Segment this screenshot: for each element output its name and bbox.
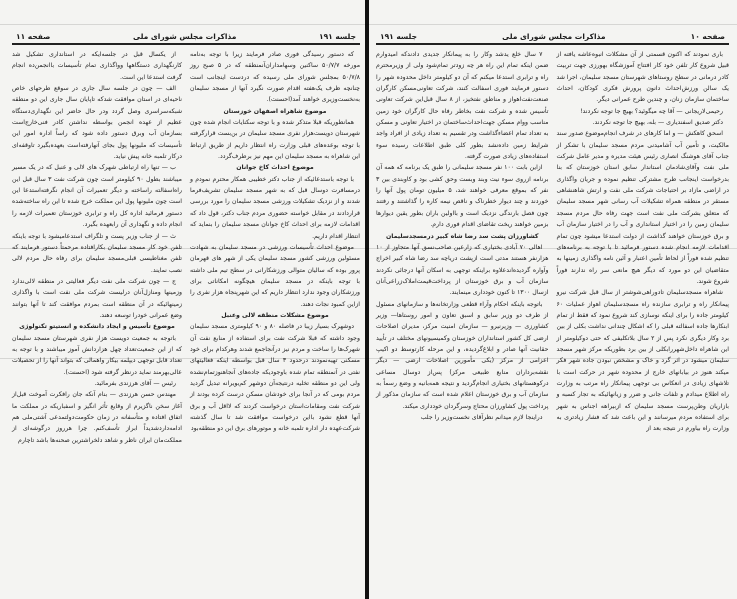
- session-number: جلسه ۱۹۱: [319, 32, 356, 41]
- section-heading: موضوع تأسیس و ایجاد دانشکده و انستیتو تکنولوژی: [19, 323, 175, 331]
- speaker-paragraph: مهندس حسن هرزندی — بنام آنکه جان رافکرت آموخت قبل‌از آغاز سخن ناگزیرم از وقایع تأثر انگیز و اسفباریکه در مملکت ما اتفاق افتاده و متأسفانه در زمان حکومت‌دولتمدعی آشتی‌ملی هم ادامه‌داردشدیداً ابراز تأسف‌کنم. چرا هرروز درگوشه‌ای از مملکت‌مان ایران ناظر و شاهد دلخراشترین صحنه‌ها باشد تاچارم: [12, 391, 182, 444]
- page-number: صفحه ۱۰: [690, 32, 725, 41]
- body-paragraph: دوشهرک بسیار زیبا در فاصله ۸۰ و ۹۰ کیلومتری مسجد سلیمان وجود داشته که قبلا شرکت نفت برای استفاده از منابع نفت آن شهرک‌ها را ساخت و مردم نیز درآنجاجمع شدند وهرکدام برای خود مسکنی تهیه‌نمودند درحدود ۳ سال قبل بواسطه اینکه فعالیتهای نفتی در آنمنطقه تمام شده باوجودیکه جاده‌های آنجاهنوزتمام‌نشده ولی این دو منطقه تخلیه درنتیجه‌آن دوشهر کم‌بویرانه تبدیل گردید مردم بومی که در آنجا برای خودشان مسکن درست کرده بودند از شرکت نفت ومقامات‌استان درخواست کردند که لااقل آب و برق آنها قطع نشود بااین درخواست موافقت شد تا سال گذشته شرکت‌عهده دار اداره تلمبه خانه و موتورهای برق این دو منطقه‌بود: [190, 323, 360, 433]
- text-column: [557, 49, 730, 435]
- body-paragraph: از یکسال قبل در جلسه‌ایکه در استانداری تشکیل شد کارنگهداری دستگاهها وواگذاری تمام تأسیسات باانجمن‌ده انجام گرفت استدعا این است.: [12, 51, 182, 81]
- speaker-paragraph: رئیس — آقای هرزندی بفرمائید.: [94, 379, 176, 387]
- left-page-header: [12, 30, 360, 45]
- body-paragraph: باتوجه باینکه احکام وآراء قطعی وزارتخانه‌ها و سازمانهای مسئول از طرف دو وزیر سابق و اسبق تعاون و امور روستاها— وزیر کشاورزی — وزیرنیرو — سازمان امنیت مرکز، مدیران اصلاحات ارضی کل کشور استانداران خوزستان وکمیسیونهای مختلف در تأیید حقانیت آنها صادر و ابلاغ‌گردیده، و این مرحله کارتوسط دو اکیپ اعزامی از مرکز (یکی مأمورین اصلاحات ارضی — دیگر نقشه‌برداران منابع طبیعی مرکز) پس‌از دوسال مساعی درکوهستانهای بختیاری انجام‌گردید و نتیجه همه‌بانیه و وضع رسماً به سازمان آب و برق خوزستان اعلام شده است که سازمان مذکور از پرداخت پول کشاورزان محتاج وسرگردان خودداری میکند.: [376, 300, 549, 410]
- body-paragraph: شاهراه مسجدسلیمان تادوراهی‌شوشتر از سال قبل شرکت نیرو پیمانکار راه و ترابری سازنده راه مسجدسلیمان اهواز عملیات ۶۰ کیلومتر جاده را برای اینکه نوسازی کند شروع نمود که فقط از تمام ابنکارها جاده اسفالته قبلی را که اشکال چندانی نداشت بکلی از بین برد وکار دیگری نکرد پس از ۲ سال بلاتکلیفی که حتی دوکیلومتر از این شاهراه داخل‌شهررابکلی از بین برد بطوریکه مرکز شهر مسجد سلیمان میشود در اثر گرد و خاک و مشخص نبودن جاده شهر فکر میکند هنوز در بیابانهای خارج از محدوده شهر در حرکت است با تلاشهای زیادی در انعکاس بی توجهی پیمانکار راه مرتب به وزارت راه اطلاع میدادم و تلفات جانی و ضرر و زیانهائیکه به تجار کسبه و بازاریان وطن‌پرست مسجد سلیمان که ازبیراهه اجناس به شهر برای استفاده مردم میرسانند و این باعث شد که فشار زیادتری به وزارت راه بیاورم در نتیجه بعد از: [556, 289, 730, 433]
- scan-artifact-line: [0, 358, 737, 359]
- body-paragraph: همانطوریکه قبلا متذکر شده و با توجه سکنایات انجام شده چون شهرستان دویست‌هزار نفری مسجد سلیمان در بن‌بست قرارگرفته با توجه بوعده‌های قبلی وزارت راه انتظار داریم از طریق ارتباط این شاهراه به مسجد سلیمان این مهم نیز برطرف‌گردد.: [190, 119, 360, 161]
- speaker-paragraph: دکتر صدیق اسفندیاری — بله، بهیچ جا توجه نکردند.: [592, 119, 723, 127]
- left-page: [0, 0, 366, 599]
- publication-title: مذاکرات مجلس شورای ملی: [133, 32, 237, 41]
- publication-title: مذاکرات مجلس شورای ملی: [502, 32, 606, 41]
- right-page: [366, 0, 737, 599]
- section-heading: موضوع احداث کاخ جوانان: [236, 164, 314, 172]
- book-gutter-divider: [365, 0, 369, 599]
- body-paragraph: باری نمودند که اکنون قسمتی از آن مشکلات انبوه‌عاشه یافته از قبیل شروع کار تلفن خود کار افتتاح آموزشگاه بهورزی جهت تربیت کادر درمانی در سطح روستاهای شهرستان مسجد سلیمان، اجرا شد یک سالن ورزش‌احداث دانون پرورش فکری کودکان، احداث ساختمان سازمان زنان، و چندین طرح عمرانی دیگر.: [556, 51, 729, 104]
- session-number: جلسه ۱۹۱: [380, 32, 417, 41]
- body-paragraph: باتوجه به جمعیت دویست هزار نفری شهرستان مسجد سلیمان که از این جمعیت‌تعداد چهل هزاردانش آموز میباشند و با توجه به تعداد قابل توجهی دیپلمه بیکار واهمالی که بتواند آنها را از تحصیلات عالی‌بهرمند نماید درنظر گرفته شود (احسنت).: [12, 334, 182, 376]
- body-paragraph: با توجه باستدعائیکه از جناب دکتر خطیبی همکار محترم نمودم و درمسافرت دوسال قبل که به شهر مسجد سلیمان تشریف‌فرما شدند و از نزدیک تشکیلات ورزشی مسجد سلیمان را مورد بررسی قراردادند در مقابل خواسته حضوری مردم جناب دکتر، قول داد که اقدامات لازمه برای احداث کاخ جوانان مسجد سلیمان را بنماید که انتظار اقدام داریم.: [190, 175, 360, 240]
- body-paragraph: که دستور رسیدگی فوری صادر فرمایند زیرا با توجه به‌نامه مورخه ۵۰/۷/۷ ساکنین وسهامداران‌آنمنطقه که در ۵ صبح روز ۵۰/۷/۸ بمجلس شورای ملی رسیده که دردست اینجانب است چنانچه ظرف یک‌هفته اقدام صورت نگیرد آنها از مسجد سلیمان به‌نخست‌وزیری خواهند آمد(احسنت).: [190, 51, 361, 104]
- speaker-paragraph: رحیمی‌لاریجانی — آقا چه میگوئید؟ بهیچ جا توجه نکردند!: [580, 107, 723, 115]
- section-heading: موضوع مشکلات منطقه لالی وعنبل: [221, 311, 329, 319]
- body-paragraph: ب — تنها راه ارتباطی شهرک های لالی و عنبل که در یک مسیر میباشند بطول ۹۰ کیلومتر است چون شرکت نفت ۳ سال قبل این راه‌اسفالته راساخته و دیگر تعمیرات آن انجام نگرفته‌استدعا این است چون ملیونها پول این مملکت خرج شده تا این راه ساخته‌شده دستور فرمائید اداره کل راه و ترابری خوزستان تعمیرات لازمه را انجام داده و نگهداری آن رابعهده بگیرد.: [12, 164, 182, 229]
- body-paragraph: دراینجا لازم میدانم نظرآقای نخست‌وزیر را جلب: [420, 414, 543, 421]
- scan-artifact-line: [0, 248, 737, 249]
- section-heading: کشاورزان پشت سد رضا شاه کبیر درمسجدسلیمان: [385, 232, 539, 240]
- body-paragraph: الف — چون در جلسه سال جاری در سوقع طرحهای خاص ناحیه‌ای در استان موافقت شدکه تاپایان سال جاری این دو منطقه شبکه‌سراسری وصل گردد ودر حال حاضر این نگهداری‌دستگاه عظیم از عهده انجمن بواسطه نداشتن کادر فنی‌خارج‌است بسازمان آب وبرق دستور داده شود که راساً اداره امور این تأسیسات که ملیونها پول بجای آنهارفته‌است بعهده‌بگیرد تاوقفه‌ای درکار تلمبه خانه پیش نیاید.: [12, 85, 182, 161]
- body-paragraph: اهالی ۷۰ آبادی بختیاری که زارعین صاحب‌نسق آنها متجاوز از ۱۰ هزارنفر هستند مدتی است ازپشت دریاچه سد رضا شاه کبیر اخراج وآواره گردیده‌اندعلاوه براینکه توجهی به اسکان آنها درجائی نکردند سازمان آب و برق خوزستان از پرداخت‌قیمت‌املاک‌زراعی‌آنان ازسال ۱۳۰۰ تا کنون خودداری مینمایند.: [376, 243, 549, 297]
- body-paragraph: ج — چون شرکت ملی نفت دیگر فعالیتی در منطقه لالی‌ندارد وزمینها ومنازل‌آنان درلیست شرکت ملی نفت است با واگذاری زمینهائیکه در آن منطقه است بمردم موافقت کند تا آنها بتوانند وضع عمرانی خودرا توسعه دهند.: [12, 277, 182, 319]
- section-heading: موضوع شاهراه اصفهان خوزستان: [223, 107, 327, 115]
- body-paragraph: ۷ سال خلع یدشد وکار را به پیمانکار جدیدی دادندکه امیدوارم ضمن اینکه تمام این راه هر چه زودتر تمام‌شود ولی از وزیرمحترم راه و ترابری استدعا میکنم که آن دو کیلومتر داخل محدوده شهر را دستور فرمایند فوری اسفالت کنند، شرکت تعاونی‌مسکن کارگران صنعت‌نفت‌اهواز و مناطق نفتخیز، از ۸ سال قبل‌این شرکت تعاونی تأسیس شده و شرکت نفت بخاطر رفاه حال کارگران خود زمین مناسب ووام مسکن جهت‌احداث‌ساختمان در اختیار تعاونی و مسکن به تعداد تمام اعضاءگذاشت ودر تقسیم به تعداد زیادی از افراد واجد شرایط زمین دادەنشد بطور کلی طبق اطلاعات رسیده سوء استفاده‌های زیادی صورت گرفته.: [376, 51, 549, 161]
- text-column: [376, 49, 549, 435]
- body-paragraph: ث — از جناب وزیر پست و تلگراف استدعامیشود با توجه باینکه تلفن خود کار مسجد سلیمان بکارافتاده مرحمتاً دستور فرمایند که تلفن مغناطیسی قبلی‌مسجد سلیمان برای رفاه حال مردم لالی نصب نمایند.: [12, 232, 182, 274]
- scan-artifact-line: [0, 24, 737, 25]
- body-paragraph: موضوع احداث تأسیسات ورزشی در مسجد سلیمان به شهادت مسئولین ورزشی کشور مسجد سلیمان یکی از شهر های قهرمان پرور بوده که سالیان متوالی ورزشکارانی در سطح تیم ملی داشته با توجه باینکه در مسجد سلیمان هیچگونه امکاناتی برای ورزشکاران وجود ندارد انتظار داریم که این شهرپنجاه هزار نفری را ازاین کمبود نجات دهند.: [190, 243, 360, 308]
- body-paragraph: ازاین بابت ۱۰۰ نفر مسجد سلیمانی را طبق یک برنامه که همه آن برنامه ازروی سوء نیت وبند وبست وحق کشی بود و کاوبندی بین ۳ نفر که بموقع معرفی خواهند شد، ۵ میلیون تومان پول آنها را خوردند و چند دیوار خطرناک و ناقص نیمه کاره را گذاشتند و رفتند چون فصل بارندگی نزدیک است و بااولین باران بطور یقین دیوارها بزمین خواهند ریخت تقاضای اقدام فوری دارم.: [376, 164, 549, 229]
- page-number: صفحه ۱۱: [16, 32, 51, 41]
- right-page-columns: [376, 49, 729, 435]
- speaker-paragraph: اسحق کاهکش — و اما کارهای در شرف انجام‌موضوع صدور سند مالکیت، و تأمین آب آشامیدنی مردم مسجد سلیمان با تشکر از جناب آقای هوشنگ انصاری رئیس هیئت مدیره و مدیر عامل شرکت ملی نفت وآقای‌شادمان استاندار سابق استان خوزستان که بنا بدرخواست اینجانب طرح مشترکی تنظیم نموده و جریان واگذاری در اراضی مازاد بر احتیاجات شرکت ملی نفت و ارتش شاهنشاهی مستقر در منطقه همراه تشکیلات آب رسانی شهر مسجد سلیمان که متعلق بشرکت ملی نفت است جهت رفاه حال مردم مسجد سلیمان زمین را در اختیار استانداری و آب را در اختیار سازمان آب و برق خوزستان خواهند گذاشت از دولت استدعا میشود چون تمام اقدامات لازمه انجام شده دستور فرمائید تا با توجه به برنامه‌های تنظیم شده فوراً از لحاظ تأمین اعتبار و آئین نامه واگذاری زمینها به متقاضیان این دو مورد که دیگر هیچ مانعی سر راه ندارند فوراً شروع شوند.: [556, 130, 729, 285]
- right-page-header: [376, 30, 729, 45]
